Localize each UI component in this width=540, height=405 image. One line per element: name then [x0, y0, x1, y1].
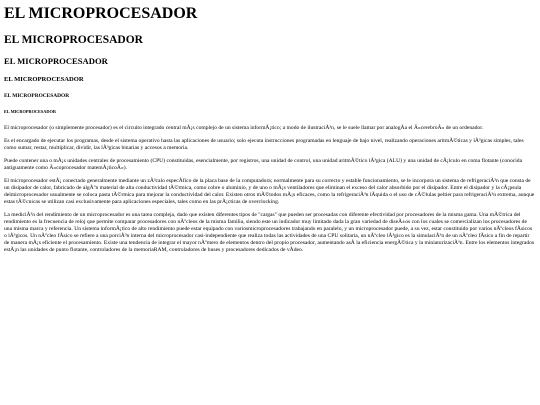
heading-level-6: EL MICROPROCESADOR	[4, 109, 56, 114]
heading-level-2: EL MICROPROCESADOR	[4, 34, 143, 46]
paragraph-definition: El microprocesador (o simplemente procesador) es el circuito integrado central mÃ¡s complejo de un sistema informÃ¡tico; a modo de ilustraciÃ³n, se le suele llamar por analogÃa el Â«cerebroÂ» de un ordenador.	[4, 125, 484, 131]
paragraph-cooling: El microprocesador estÃ¡ conectado generalmente mediante un zÃ³calo especÃfico de la placa base de la computadora; normalmente para su correcto y estable funcionamiento, se le incorpora un sistema de refrigeraciÃ³n que consta de un disipador de calor, fabricado de algÃºn material de alta conductividad tÃ©rmica, como cobre o aluminio, y de uno o mÃ¡s ventiladores que eliminan el exceso del calor absorbido por el disipador. Entre el disipador y la cÃ¡psula delmicroprocesador usualmente se coloca pasta tÃ©rmica para mejorar la conductividad del calor. Existen otros mÃ©todos mÃ¡s eficaces, como la refrigeraciÃ³n lÃquida o el uso de cÃ©lulas peltier para refrigeraciÃ³n extrema, aunque estas tÃ©cnicas se utilizan casi exclusivamente para aplicaciones especiales, tales como en las prÃ¡cticas de overclocking.	[4, 178, 535, 205]
heading-level-1: EL MICROPROCESADOR	[4, 5, 198, 22]
heading-level-4: EL MICROPROCESADOR	[4, 76, 84, 83]
heading-level-5: EL MICROPROCESADOR	[4, 93, 70, 99]
paragraph-function: Es el encargado de ejecutar los programas, desde el sistema operativo hasta las aplicaciones de usuario; solo ejecuta instrucciones programadas en lenguaje de bajo nivel, realizando operaciones aritmÃ©ticas y lÃ³gicas simples, tales como sumar, restar, multiplicar, dividir, las lÃ³gicas binarias y accesos a memoria.	[4, 138, 524, 151]
heading-level-3: EL MICROPROCESADOR	[4, 56, 108, 66]
paragraph-components: Puede contener una o mÃ¡s unidades centrales de procesamiento (CPU) constituidas, esencialmente, por registros, una unidad de control, una unidad aritmÃ©tico lÃ³gica (ALU) y una unidad de cÃ¡lculo en coma flotante (conocida antiguamente como Â«coprocesador matemÃ¡ticoÂ»).	[4, 158, 523, 171]
paragraph-performance: La mediciÃ³n del rendimiento de un microprocesador es una tarea compleja, dado que existen diferentes tipos de "cargas" que pueden ser procesadas con diferente efectividad por procesadores de la misma gama. Una mÃ©trica del rendimiento es la frecuencia de reloj que permite comparar procesadores con nÃºcleos de la misma familia, siendo este un indicador muy limitado dada la gran variedad de diseÃ±os con los cuales se comercializan los procesadores de una misma marca y referencia. Un sistema informÃ¡tico de alto rendimiento puede estar equipado con variosmicroprocesadores trabajando en paralelo, y un microprocesador puede, a su vez, estar constituido por varios nÃºcleos fÃsicos o lÃ³gicos. Un nÃºcleo fÃsico se refiere a una porciÃ³n interna del microprocesador casi-independiente que realiza todas las actividades de una CPU solitaria, un nÃºcleo lÃ³gico es la simulaciÃ³n de un nÃºcleo fÃsico a fin de repartir de manera mÃ¡s eficiente el procesamiento. Existe una tendencia de integrar el mayor nÃºmero de elementos dentro del propio procesador, aumentando asÃ la eficiencia energÃ©tica y la miniaturizaciÃ³n. Entre los elementos integrados estÃ¡n las unidades de punto flotante, controladores de la memoriaRAM, controladores de buses y procesadores dedicados de vÃdeo.	[4, 212, 535, 253]
